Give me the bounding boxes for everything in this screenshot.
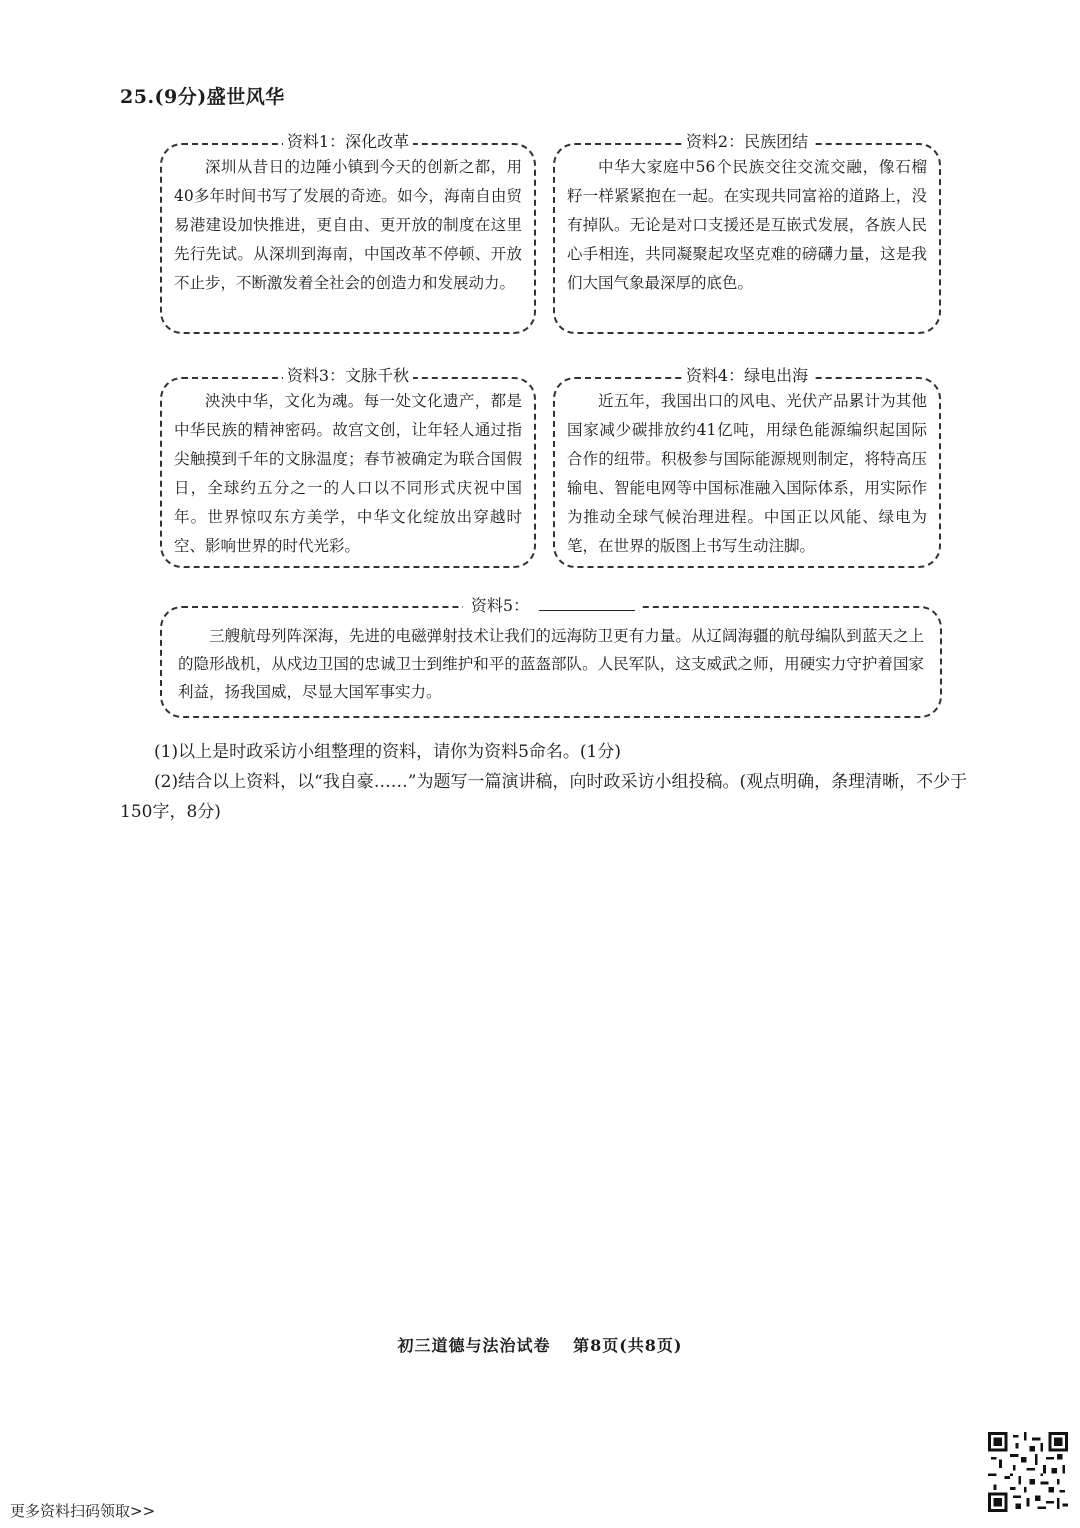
- page-number: 第8页(共8页): [573, 1336, 683, 1355]
- material-box-5: [160, 596, 942, 718]
- material-label-3: 资料3：文脉千秋: [283, 366, 413, 385]
- qr-code-icon[interactable]: [988, 1432, 1068, 1512]
- sub-question-1: (1)以上是时政采访小组整理的资料，请你为资料5命名。(1分): [154, 742, 621, 762]
- material-text-5: 三艘航母列阵深海，先进的电磁弹射技术让我们的远海防卫更有力量。从辽阔海疆的航母编队到蓝天之上的隐形战机，从戍边卫国的忠诚卫士到维护和平的蓝盔部队。人民军队，这支威武之师，用硬实力守护着国家利益，扬我国威，尽显大国军事实力。: [178, 627, 924, 701]
- material-label-5: 资料5：: [467, 596, 533, 615]
- exam-name: 初三道德与法治试卷: [397, 1336, 551, 1355]
- page-footer: [0, 1333, 1080, 1356]
- promo-text[interactable]: 更多资料扫码领取>>: [10, 1502, 156, 1520]
- material-box-4: [553, 366, 941, 568]
- material-box-2: [553, 132, 941, 334]
- material-label-4: 资料4：绿电出海: [682, 366, 812, 385]
- sub-questions: [120, 737, 980, 827]
- question-title: 25.(9分)盛世风华: [120, 86, 285, 108]
- material-label-2: 资料2：民族团结: [682, 132, 812, 151]
- sub-question-2: (2)结合以上资料，以“我自豪……”为题写一篇演讲稿，向时政采访小组投稿。(观点明确，条理清晰，不少于150字，8分): [120, 772, 968, 822]
- material-text-4: 近五年，我国出口的风电、光伏产品累计为其他国家减少碳排放约41亿吨，用绿色能源编织起国际合作的纽带。积极参与国际能源规则制定，将特高压输电、智能电网等中国标准融入国际体系，用实际作为推动全球气候治理进程。中国正以风能、绿电为笔，在世界的版图上书写生动注脚。: [567, 392, 927, 555]
- material-text-1: 深圳从昔日的边陲小镇到今天的创新之都，用40多年时间书写了发展的奇迹。如今，海南自由贸易港建设加快推进，更自由、更开放的制度在这里先行先试。从深圳到海南，中国改革不停顿、开放不止步，不断激发着全社会的创造力和发展动力。: [174, 158, 522, 292]
- material-box-1: [160, 132, 536, 334]
- material-label-1: 资料1：深化改革: [283, 132, 413, 151]
- material-text-2: 中华大家庭中56个民族交往交流交融，像石榴籽一样紧紧抱在一起。在实现共同富裕的道路上，没有掉队。无论是对口支援还是互嵌式发展，各族人民心手相连，共同凝聚起攻坚克难的磅礴力量，这是我们大国气象最深厚的底色。: [567, 158, 927, 292]
- material-text-3: 泱泱中华，文化为魂。每一处文化遗产，都是中华民族的精神密码。故宫文创，让年轻人通过指尖触摸到千年的文脉温度；春节被确定为联合国假日，全球约五分之一的人口以不同形式庆祝中国年。世界惊叹东方美学，中华文化绽放出穿越时空、影响世界的时代光彩。: [174, 392, 522, 555]
- material-box-3: [160, 366, 536, 568]
- answer-blank[interactable]: [539, 594, 635, 611]
